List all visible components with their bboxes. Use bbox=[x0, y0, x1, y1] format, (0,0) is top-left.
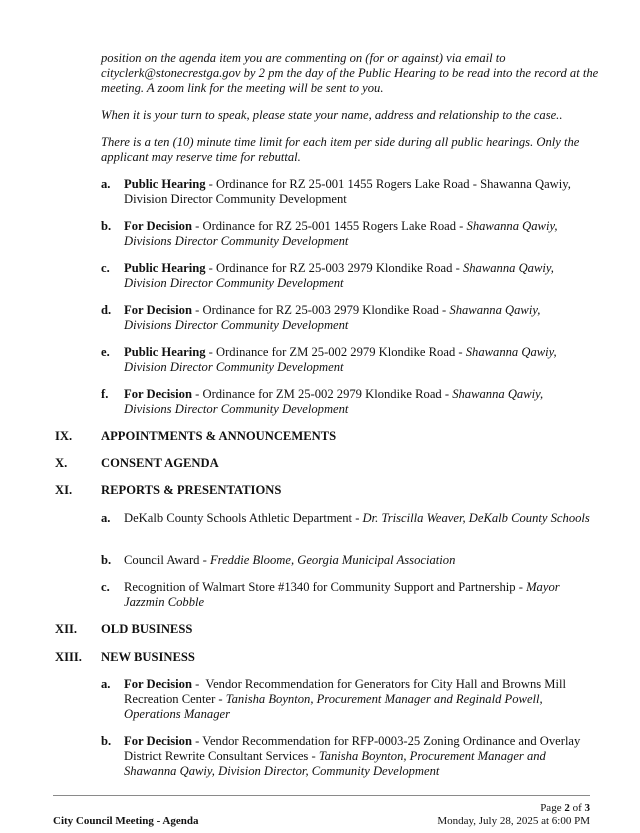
hearing-item bbox=[101, 177, 591, 207]
intro-paragraph-time-limit: There is a ten (10) minute time limit for each item per side during all public hearings. Only the applicant may reserve time for rebuttal. bbox=[101, 135, 580, 164]
item-presenter: Freddie Bloome, Georgia Municipal Association bbox=[209, 553, 456, 567]
item-description: - Ordinance for RZ 25-001 1455 Rogers Lake Road - bbox=[205, 177, 481, 191]
item-letter: a. bbox=[101, 677, 111, 691]
item-letter: a. bbox=[101, 511, 111, 525]
report-item bbox=[101, 511, 591, 526]
item-text: Council Award - bbox=[124, 553, 210, 567]
report-item bbox=[101, 580, 591, 610]
page-total: 3 bbox=[584, 802, 590, 814]
item-letter: a. bbox=[101, 177, 111, 191]
intro-paragraph-speak: When it is your turn to speak, please state your name, address and relationship to the case.. bbox=[101, 108, 563, 122]
item-type: For Decision bbox=[124, 219, 192, 233]
item-type: Public Hearing bbox=[124, 177, 206, 191]
item-presenter: Shawanna Qawiy, Division Director Community Development bbox=[124, 261, 554, 290]
item-type: For Decision bbox=[124, 387, 192, 401]
item-type: Public Hearing bbox=[124, 261, 206, 275]
meeting-date: Monday, July 28, 2025 at 6:00 PM bbox=[437, 815, 590, 827]
item-letter: b. bbox=[101, 553, 112, 567]
item-presenter: Shawanna Qawiy, Divisions Director Community Development bbox=[124, 387, 544, 416]
item-letter: e. bbox=[101, 345, 110, 359]
page-indicator bbox=[540, 802, 590, 814]
report-item bbox=[101, 553, 591, 568]
intro-paragraph-email: position on the agenda item you are commenting on (for or against) via email to cityclerk@stonecrestga.gov by 2 pm the day of the Public Hearing to be read into the record at the meeting. A zoom link for the meeting will be sent to you. bbox=[101, 51, 599, 95]
item-description: - Ordinance for ZM 25-002 2979 Klondike Road - bbox=[205, 345, 466, 359]
item-text: Recognition of Walmart Store #1340 for Community Support and Partnership - bbox=[124, 580, 527, 594]
item-presenter: Tanisha Boynton, Procurement Manager and Reginald Powell, Operations Manager bbox=[124, 692, 543, 721]
item-type: Public Hearing bbox=[124, 345, 206, 359]
item-type: For Decision bbox=[124, 734, 192, 748]
item-text: - Vendor Recommendation for Generators for City Hall and Browns Mill Recreation Center - bbox=[124, 677, 570, 706]
item-description: - Ordinance for RZ 25-001 1455 Rogers Lake Road - bbox=[191, 219, 467, 233]
item-letter: c. bbox=[101, 261, 110, 275]
section-title: CONSENT AGENDA bbox=[101, 456, 219, 470]
item-presenter: Shawanna Qawiy, Division Director Community Development bbox=[124, 345, 557, 374]
hearing-item bbox=[101, 303, 591, 333]
item-description: - Ordinance for RZ 25-003 2979 Klondike Road - bbox=[205, 261, 463, 275]
hearing-item bbox=[101, 345, 591, 375]
section-title: REPORTS & PRESENTATIONS bbox=[101, 483, 282, 497]
item-presenter: Shawanna Qawiy, Divisions Director Community Development bbox=[124, 219, 558, 248]
item-description: - Ordinance for RZ 25-003 2979 Klondike Road - bbox=[191, 303, 450, 317]
item-presenter: Mayor Jazzmin Cobble bbox=[124, 580, 560, 609]
item-letter: d. bbox=[101, 303, 112, 317]
hearing-item bbox=[101, 219, 591, 249]
item-type: For Decision bbox=[124, 677, 192, 691]
hearing-item bbox=[101, 387, 591, 417]
item-letter: b. bbox=[101, 734, 112, 748]
new-business-item bbox=[101, 734, 591, 779]
section-number: XI. bbox=[55, 483, 73, 497]
page-prefix: Page bbox=[540, 802, 565, 814]
item-text: DeKalb County Schools Athletic Department - bbox=[124, 511, 363, 525]
item-letter: c. bbox=[101, 580, 110, 594]
item-text: - Vendor Recommendation for RFP-0003-25 Zoning Ordinance and Overlay District Rewrite Consultant Services - bbox=[124, 734, 581, 763]
footer-title: City Council Meeting - Agenda bbox=[53, 815, 199, 827]
section-number: X. bbox=[55, 456, 68, 470]
item-presenter: Shawanna Qawiy, Divisions Director Community Development bbox=[124, 303, 541, 332]
section-title: NEW BUSINESS bbox=[101, 650, 195, 664]
item-presenter: Dr. Triscilla Weaver, DeKalb County Schools bbox=[362, 511, 590, 525]
new-business-item bbox=[101, 677, 591, 722]
item-description: - Ordinance for ZM 25-002 2979 Klondike Road - bbox=[191, 387, 453, 401]
page-current: 2 bbox=[564, 802, 570, 814]
item-presenter: Tanisha Boynton, Procurement Manager and Shawanna Qawiy, Division Director, Community Development bbox=[124, 749, 546, 778]
hearing-item bbox=[101, 261, 591, 291]
section-number: IX. bbox=[55, 429, 73, 443]
section-number: XII. bbox=[55, 622, 78, 636]
section-title: APPOINTMENTS & ANNOUNCEMENTS bbox=[101, 429, 337, 443]
item-letter: b. bbox=[101, 219, 112, 233]
section-number: XIII. bbox=[55, 650, 82, 664]
item-type: For Decision bbox=[124, 303, 192, 317]
item-presenter: Shawanna Qawiy, Division Director Community Development bbox=[124, 177, 571, 206]
item-letter: f. bbox=[101, 387, 109, 401]
page-of: of bbox=[569, 802, 585, 814]
footer-divider bbox=[53, 795, 590, 796]
section-title: OLD BUSINESS bbox=[101, 622, 193, 636]
